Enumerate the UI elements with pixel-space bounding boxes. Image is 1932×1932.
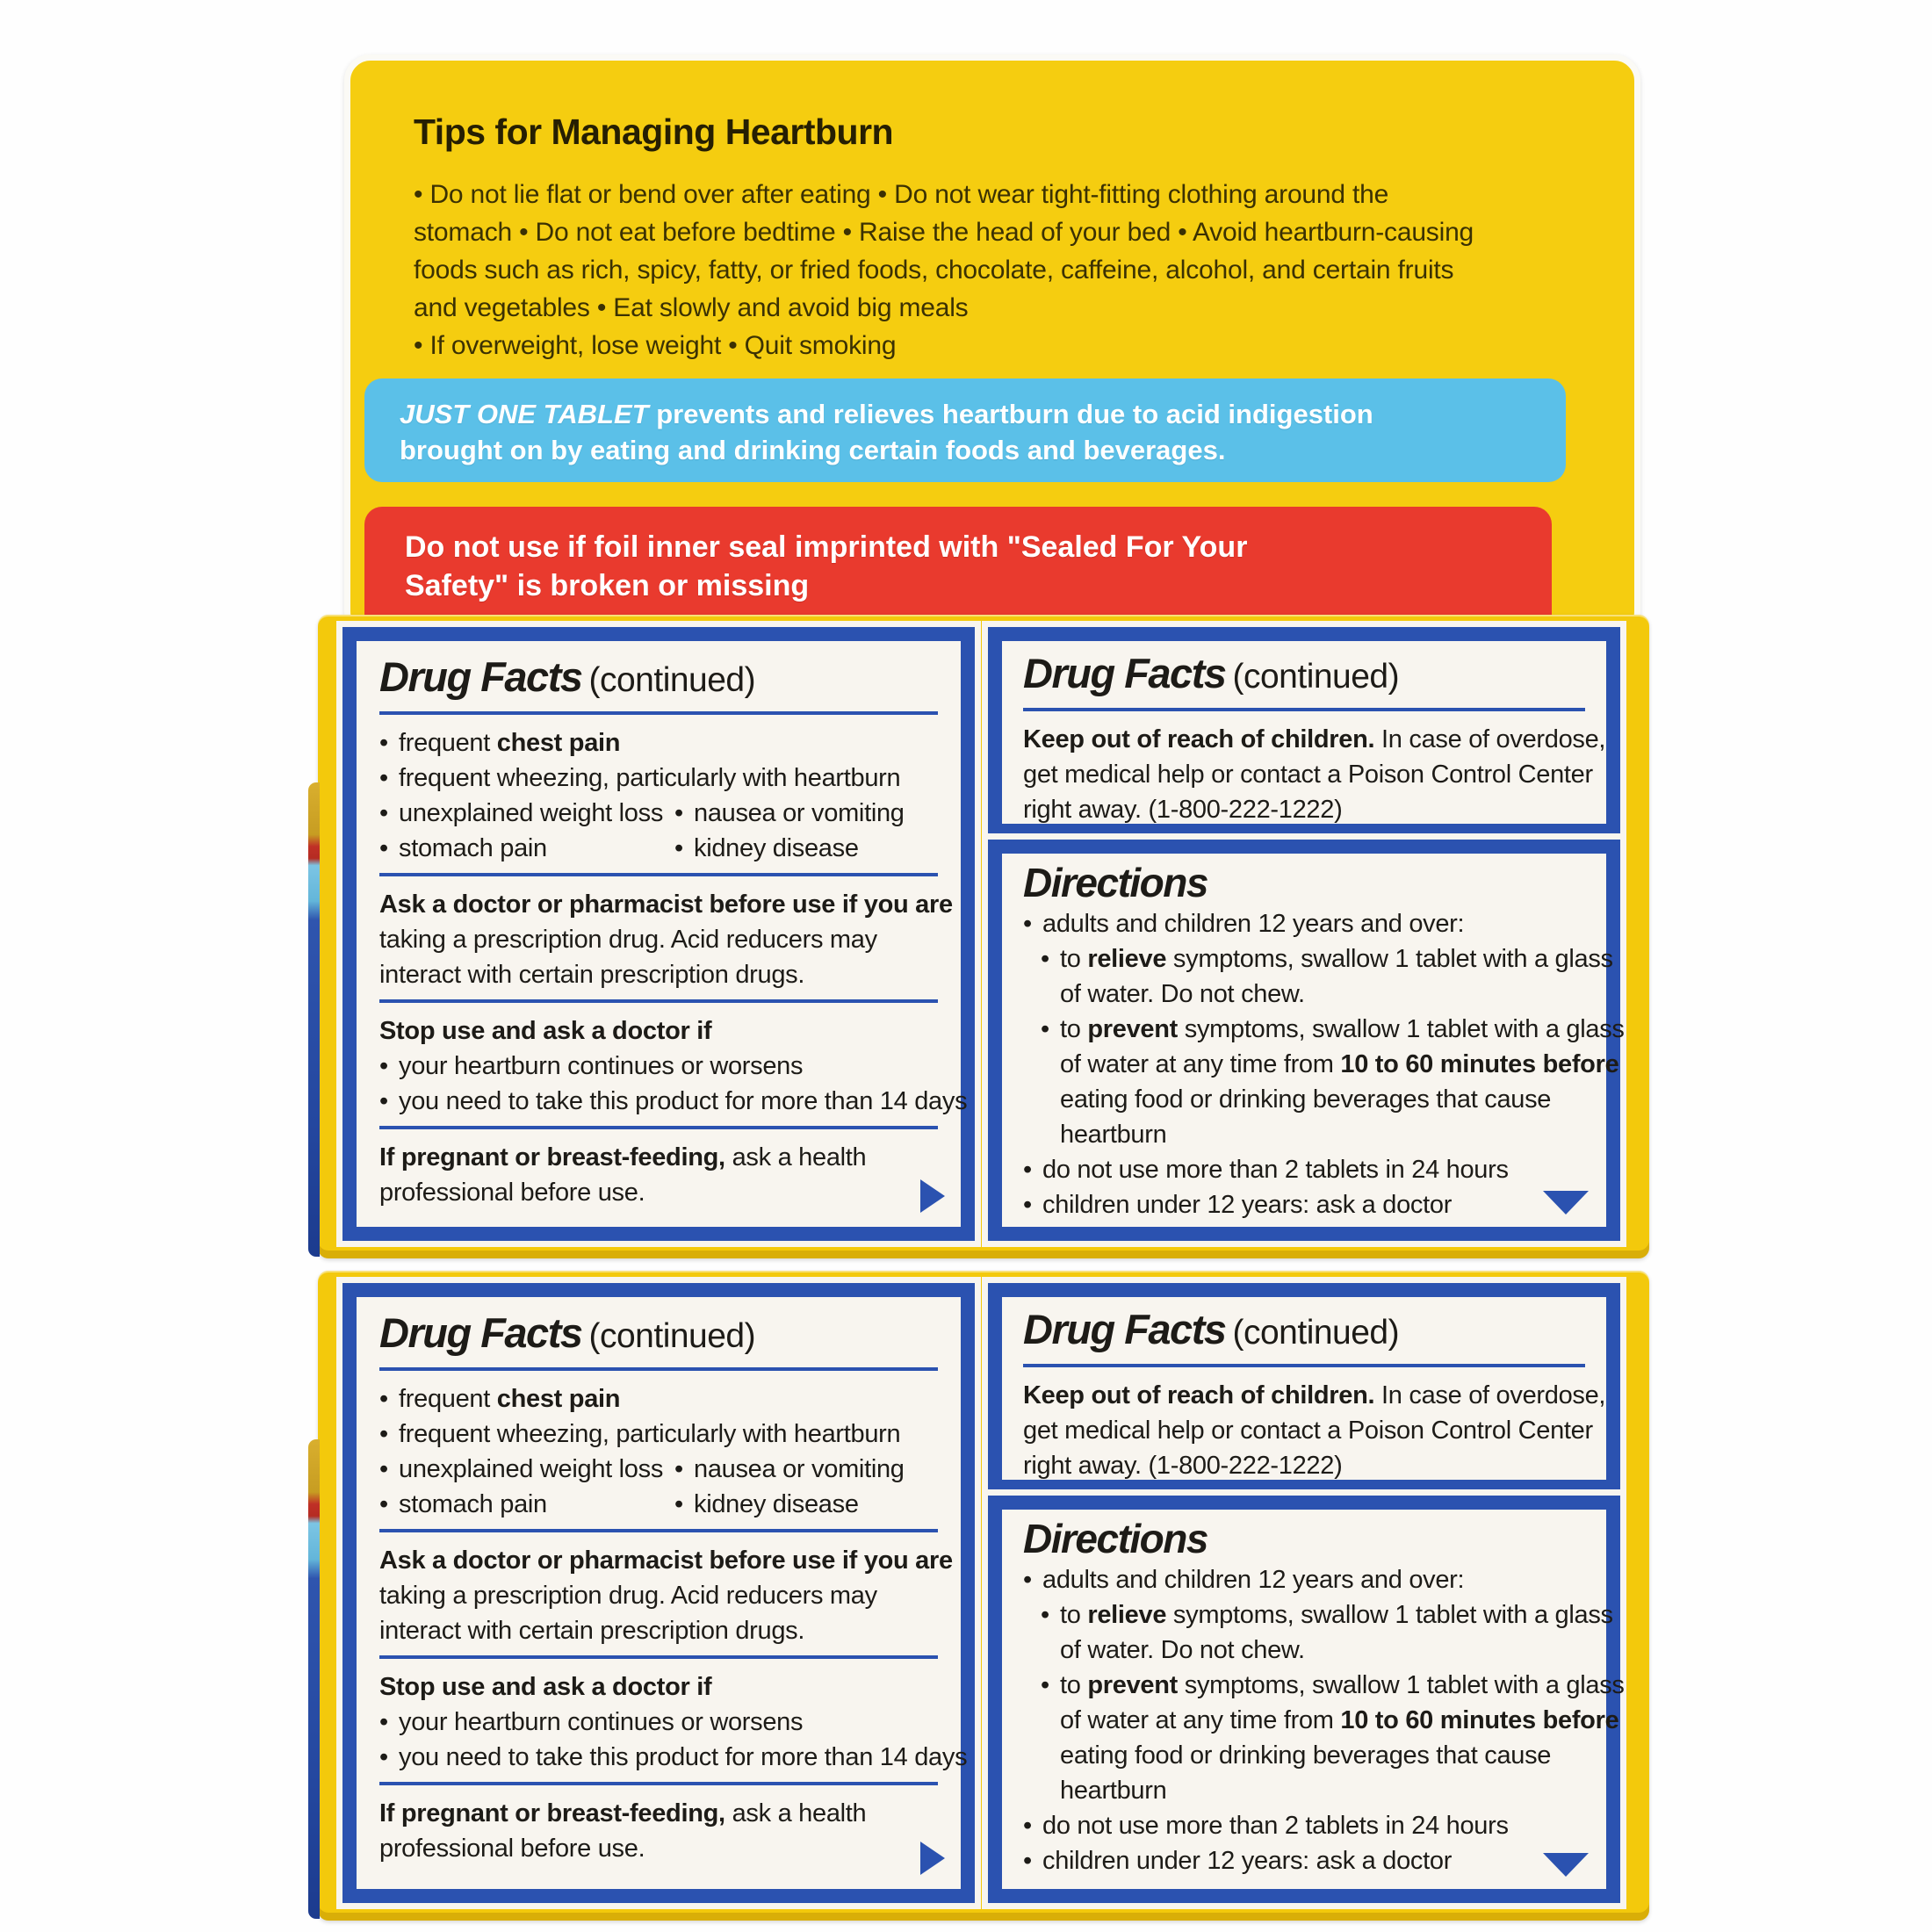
symptom-text: nausea or vomiting (694, 1455, 905, 1483)
prevent-pre: to (1060, 1015, 1088, 1043)
ask-doctor-line: taking a prescription drug. Acid reducers may (379, 926, 877, 954)
stop-use-heading: Stop use and ask a doctor if (379, 1673, 712, 1701)
symptom-text: kidney disease (694, 1490, 859, 1518)
drug-facts-title: Drug Facts (1023, 1306, 1226, 1352)
continued-right-arrow-icon (920, 1842, 945, 1875)
divider-rule (379, 1367, 938, 1371)
directions-text: do not use more than 2 tablets in 24 hours (1042, 1156, 1509, 1184)
symptom-columns (379, 796, 938, 866)
tips-panel (344, 54, 1640, 638)
directions-max-dose-item (1023, 1808, 1585, 1843)
pregnant-line: professional before use. (379, 1179, 645, 1207)
symptom-text: frequent (399, 729, 497, 757)
prevent-line-bold: 10 to 60 minutes before (1340, 1706, 1619, 1734)
drug-facts-left-panel (342, 627, 975, 1241)
stop-use-item (379, 1084, 968, 1119)
divider-rule (379, 1126, 938, 1129)
one-tablet-lead: JUST ONE TABLET (400, 399, 649, 429)
drug-facts-title: Drug Facts (379, 653, 582, 700)
directions-adults-item (1023, 1562, 1585, 1597)
ask-doctor-heading: Ask a doctor or pharmacist before use if you are (379, 1546, 953, 1575)
symptom-kidney-disease (674, 1487, 938, 1522)
directions-prevent-item (1041, 1012, 1625, 1152)
directions-children-item (1023, 1187, 1585, 1222)
pregnant-section (379, 1796, 938, 1866)
bullet-glyph: • (379, 1385, 388, 1413)
drug-facts-header (379, 1309, 938, 1360)
bullet-glyph: • (379, 1455, 388, 1483)
directions-panel (988, 1496, 1625, 1903)
bullet-glyph: • (1041, 1671, 1049, 1699)
keep-out-line: get medical help or contact a Poison Control Center (1023, 761, 1593, 789)
prevent-line: heartburn (1060, 1777, 1167, 1805)
seal-warning-line-1: Do not use if foil inner seal imprinted with "Sealed For Your (405, 530, 1248, 564)
one-tablet-banner (364, 378, 1566, 482)
bullet-glyph: • (1023, 1566, 1032, 1594)
drug-facts-left-panel (342, 1283, 975, 1903)
prevent-line: heartburn (1060, 1121, 1167, 1149)
keep-out-bold: Keep out of reach of children. (1023, 1381, 1375, 1409)
directions-adults-item (1023, 906, 1585, 941)
divider-rule (379, 1782, 938, 1785)
drug-facts-continued: (continued) (588, 1317, 756, 1355)
bullet-glyph: • (379, 1087, 388, 1115)
symptom-text: frequent wheezing, particularly with heartburn (399, 1420, 901, 1448)
symptom-nausea (674, 796, 938, 831)
one-tablet-banner-line-1 (400, 396, 1566, 432)
stop-use-item (379, 1705, 938, 1740)
directions-heading: Directions (1023, 860, 1208, 905)
bullet-glyph: • (1041, 945, 1049, 973)
one-tablet-banner-line-2: brought on by eating and drinking certain foods and beverages. (400, 435, 1226, 465)
stop-use-section (379, 1669, 968, 1775)
directions-prevent-item (1041, 1668, 1625, 1808)
prevent-pre: to (1060, 1671, 1088, 1699)
keep-out-line: get medical help or contact a Poison Control Center (1023, 1417, 1593, 1445)
relieve-rest: symptoms, swallow 1 tablet with a glass (1166, 1601, 1613, 1629)
continued-down-arrow-icon (1543, 1853, 1589, 1877)
divider-rule (1023, 1364, 1585, 1367)
stop-use-text: you need to take this product for more than 14 days (399, 1087, 968, 1115)
symptom-weight-loss (379, 1452, 674, 1487)
bullet-glyph: • (1023, 1191, 1032, 1219)
keep-out-of-reach-section (1023, 1378, 1606, 1483)
keep-out-of-reach-section (1023, 722, 1606, 827)
symptom-chest-pain (379, 725, 938, 761)
bullet-glyph: • (1023, 910, 1032, 938)
divider-rule (1023, 708, 1585, 711)
drug-facts-title: Drug Facts (379, 1309, 582, 1356)
symptom-text-bold: chest pain (496, 729, 621, 757)
directions-text: adults and children 12 years and over: (1042, 910, 1465, 938)
divider-rule (379, 1655, 938, 1659)
relieve-line: of water. Do not chew. (1060, 980, 1305, 1008)
prevent-line-pre: of water at any time from (1060, 1706, 1341, 1734)
relieve-pre: to (1060, 1601, 1088, 1629)
stop-use-text: your heartburn continues or worsens (399, 1052, 804, 1080)
symptom-text: stomach pain (399, 834, 547, 862)
symptom-stomach-pain (379, 831, 674, 866)
relieve-pre: to (1060, 945, 1088, 973)
prevent-line: eating food or drinking beverages that cause (1060, 1741, 1552, 1770)
symptom-text: unexplained weight loss (399, 799, 664, 827)
prevent-rest: symptoms, swallow 1 tablet with a glass (1178, 1671, 1625, 1699)
symptom-text-bold: chest pain (496, 1385, 621, 1413)
drug-facts-box-top (318, 615, 1649, 1258)
bullet-glyph: • (1023, 1812, 1032, 1840)
symptom-text: nausea or vomiting (694, 799, 905, 827)
bullet-glyph: • (1041, 1015, 1049, 1043)
bullet-glyph: • (674, 834, 683, 862)
drug-facts-header (1023, 1306, 1585, 1357)
bullet-glyph: • (379, 1743, 388, 1771)
stop-use-section (379, 1013, 968, 1119)
bullet-glyph: • (1041, 1601, 1049, 1629)
poison-control-number: right away. (1-800-222-1222) (1023, 796, 1343, 824)
drug-facts-continued: (continued) (588, 661, 756, 699)
ask-doctor-line: interact with certain prescription drugs. (379, 961, 805, 989)
directions-text: children under 12 years: ask a doctor (1042, 1847, 1453, 1875)
symptom-nausea (674, 1452, 938, 1487)
divider-rule (379, 873, 938, 876)
prevent-line-bold: 10 to 60 minutes before (1340, 1050, 1619, 1078)
tips-text (414, 176, 1634, 364)
one-tablet-rest: prevents and relieves heartburn due to acid indigestion (648, 399, 1373, 429)
symptom-chest-pain (379, 1381, 938, 1417)
symptom-text: unexplained weight loss (399, 1455, 664, 1483)
directions-heading: Directions (1023, 1516, 1208, 1561)
bullet-glyph: • (379, 834, 388, 862)
tips-line-1: • Do not lie flat or bend over after eating • Do not wear tight-fitting clothing around the (414, 180, 1389, 209)
bullet-glyph: • (674, 799, 683, 827)
prevent-rest: symptoms, swallow 1 tablet with a glass (1178, 1015, 1625, 1043)
tips-title: Tips for Managing Heartburn (414, 112, 894, 152)
stop-use-item (379, 1740, 968, 1775)
symptom-wheezing (379, 761, 938, 796)
tips-line-4: and vegetables • Eat slowly and avoid big meals (414, 293, 969, 322)
keep-out-rest: In case of overdose, (1374, 1381, 1606, 1409)
pregnant-line: professional before use. (379, 1835, 645, 1863)
drug-facts-box-bottom (318, 1271, 1649, 1921)
pregnant-bold: If pregnant or breast-feeding, (379, 1143, 725, 1171)
pregnant-rest: ask a health (724, 1799, 867, 1827)
directions-relieve-item (1041, 941, 1613, 1012)
bullet-glyph: • (379, 799, 388, 827)
seal-warning-line-2: Safety" is broken or missing (405, 569, 810, 602)
pregnant-section (379, 1140, 938, 1210)
continued-right-arrow-icon (920, 1179, 945, 1213)
stop-use-heading: Stop use and ask a doctor if (379, 1017, 712, 1045)
bullet-glyph: • (379, 1708, 388, 1736)
relieve-rest: symptoms, swallow 1 tablet with a glass (1166, 945, 1613, 973)
symptom-columns (379, 1452, 938, 1522)
drug-facts-title: Drug Facts (1023, 650, 1226, 696)
tips-line-5: • If overweight, lose weight • Quit smoking (414, 331, 897, 360)
ask-doctor-line: taking a prescription drug. Acid reducers may (379, 1582, 877, 1610)
drug-facts-continued: (continued) (1232, 658, 1400, 696)
bullet-glyph: • (1023, 1847, 1032, 1875)
directions-relieve-item (1041, 1597, 1613, 1668)
drug-facts-continued: (continued) (1232, 1314, 1400, 1352)
directions-text: adults and children 12 years and over: (1042, 1566, 1465, 1594)
pregnant-bold: If pregnant or breast-feeding, (379, 1799, 725, 1827)
symptom-stomach-pain (379, 1487, 674, 1522)
drug-facts-header (1023, 650, 1585, 701)
stop-use-text: you need to take this product for more than 14 days (399, 1743, 968, 1771)
bullet-glyph: • (674, 1490, 683, 1518)
ask-doctor-section (379, 887, 953, 992)
symptom-text: kidney disease (694, 834, 859, 862)
tips-line-3: foods such as rich, spicy, fatty, or fried foods, chocolate, caffeine, alcohol, and certain fruits (414, 256, 1454, 285)
continued-down-arrow-icon (1543, 1191, 1589, 1215)
symptom-text: frequent (399, 1385, 497, 1413)
bullet-glyph: • (1023, 1156, 1032, 1184)
drug-facts-right-top-panel (988, 1283, 1620, 1494)
drug-facts-right-top-panel (988, 627, 1620, 838)
ask-doctor-line: interact with certain prescription drugs. (379, 1617, 805, 1645)
divider-rule (379, 1529, 938, 1532)
tips-line-2: stomach • Do not eat before bedtime • Raise the head of your bed • Avoid heartburn-causing (414, 218, 1474, 247)
poison-control-number: right away. (1-800-222-1222) (1023, 1452, 1343, 1480)
symptom-text: stomach pain (399, 1490, 547, 1518)
relieve-line: of water. Do not chew. (1060, 1636, 1305, 1664)
directions-children-item (1023, 1843, 1585, 1878)
prevent-line: eating food or drinking beverages that cause (1060, 1085, 1552, 1114)
bullet-glyph: • (379, 1052, 388, 1080)
divider-rule (379, 999, 938, 1003)
bullet-glyph: • (379, 764, 388, 792)
directions-text: do not use more than 2 tablets in 24 hours (1042, 1812, 1509, 1840)
bullet-glyph: • (379, 1490, 388, 1518)
symptom-text: frequent wheezing, particularly with heartburn (399, 764, 901, 792)
keep-out-bold: Keep out of reach of children. (1023, 725, 1375, 753)
divider-rule (379, 711, 938, 715)
stop-use-item (379, 1049, 938, 1084)
prevent-line-pre: of water at any time from (1060, 1050, 1341, 1078)
symptom-kidney-disease (674, 831, 938, 866)
bullet-glyph: • (379, 729, 388, 757)
drug-facts-header (379, 653, 938, 704)
bullet-glyph: • (674, 1455, 683, 1483)
ask-doctor-heading: Ask a doctor or pharmacist before use if you are (379, 890, 953, 919)
bullet-glyph: • (379, 1420, 388, 1448)
symptom-wheezing (379, 1417, 938, 1452)
directions-text: children under 12 years: ask a doctor (1042, 1191, 1453, 1219)
directions-panel (988, 840, 1625, 1241)
symptom-weight-loss (379, 796, 674, 831)
ask-doctor-section (379, 1543, 953, 1648)
pregnant-rest: ask a health (724, 1143, 867, 1171)
relieve-bold: relieve (1087, 945, 1167, 973)
stop-use-text: your heartburn continues or worsens (399, 1708, 804, 1736)
relieve-bold: relieve (1087, 1601, 1167, 1629)
prevent-bold: prevent (1087, 1671, 1179, 1699)
directions-max-dose-item (1023, 1152, 1585, 1187)
keep-out-rest: In case of overdose, (1374, 725, 1606, 753)
prevent-bold: prevent (1087, 1015, 1179, 1043)
